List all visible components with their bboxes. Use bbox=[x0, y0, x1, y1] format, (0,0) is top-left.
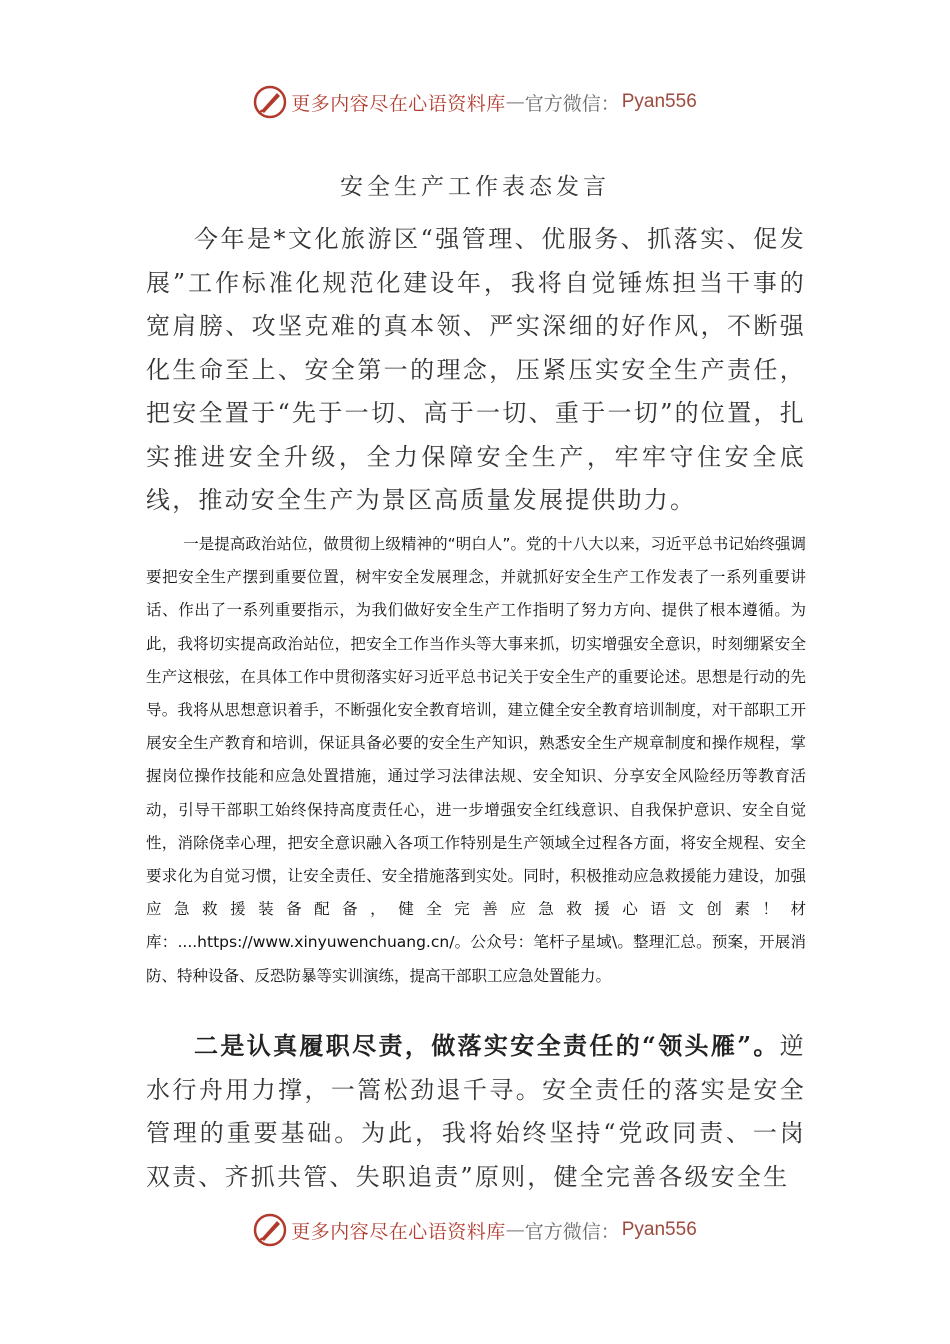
quill-pen-logo-icon bbox=[253, 1213, 287, 1247]
document-title: 安全生产工作表态发言 bbox=[340, 174, 610, 200]
header-banner bbox=[0, 82, 950, 122]
banner-wechat-id: Pyan556 bbox=[621, 1219, 697, 1240]
banner-text: 更多内容尽在心语资料库 bbox=[291, 92, 506, 115]
banner-separator: — bbox=[505, 1219, 525, 1241]
section-two-body: 逆水行舟用力撑，一篙松劲退千寻。安全责任的落实是安全管理的重要基础。为此，我将始终坚持“党政同责、一岗双责、齐抓共管、失职追责”原则，健全完善各级安全生 bbox=[146, 1032, 806, 1191]
footer-banner bbox=[0, 1210, 950, 1250]
section-one-paragraph: 一是提高政治站位，做贯彻上级精神的“明白人”。党的十八大以来，习近平总书记始终强调要把安全生产摆到重要位置，树牢安全发展理念，并就抓好安全生产工作发表了一系列重要讲话、作出了一系列重要指示，为我们做好安全生产工作指明了努力方向、提供了根本遵循。为此，我将切实提高政治站位，把安全工作当作头等大事来抓，切实增强安全意识，时刻绷紧安全生产这根弦，在具体工作中贯彻落实好习近平总书记关于安全生产的重要论述。思想是行动的先导。我将从思想意识着手，不断强化安全教育培训，建立健全安全教育培训制度，对干部职工开展安全生产教育和培训，保证具备必要的安全生产知识，熟悉安全生产规章制度和操作规程，掌握岗位操作技能和应急处置措施，通过学习法律法规、安全知识、分享安全风险经历等教育活动，引导干部职工始终保持高度责任心，进一步增强安全红线意识、自我保护意识、安全自觉性，消除侥幸心理，把安全意识融入各项工作特别是生产领域全过程各方面，将安全规程、安全要求化为自觉习惯，让安全责任、安全措施落到实处。同时，积极推动应急救援能力建设，加强应急救援装备配备，健全完善应急救援心语文创素！材库：....https://www.xinyuwenchuang.cn/。公众号：笔杆子星域\。整理汇总。预案，开展消防、特种设备、反恐防暴等实训演练，提高干部职工应急处置能力。 bbox=[146, 535, 806, 985]
intro-paragraph: 今年是*文化旅游区“强管理、优服务、抓落实、促发展”工作标准化规范化建设年，我将自觉锤炼担当干事的宽肩膀、攻坚克难的真本领、严实深细的好作风，不断强化生命至上、安全第一的理念，压紧压实安全生产责任，把安全置于“先于一切、高于一切、重于一切”的位置，扎实推进安全升级，全力保障安全生产，牢牢守住安全底线，推动安全生产为景区高质量发展提供助力。 bbox=[146, 225, 806, 514]
section-two-paragraph bbox=[146, 1024, 806, 1199]
banner-wechat-label: 官方微信： bbox=[524, 92, 620, 115]
banner-wechat-label: 官方微信： bbox=[524, 1220, 620, 1243]
banner-wechat-id: Pyan556 bbox=[621, 91, 697, 112]
banner-separator: — bbox=[505, 91, 525, 113]
section-two-lead: 二是认真履职尽责，做落实安全责任的“领头雁”。 bbox=[194, 1031, 780, 1060]
quill-pen-logo-icon bbox=[253, 85, 287, 119]
banner-text: 更多内容尽在心语资料库 bbox=[291, 1220, 506, 1243]
